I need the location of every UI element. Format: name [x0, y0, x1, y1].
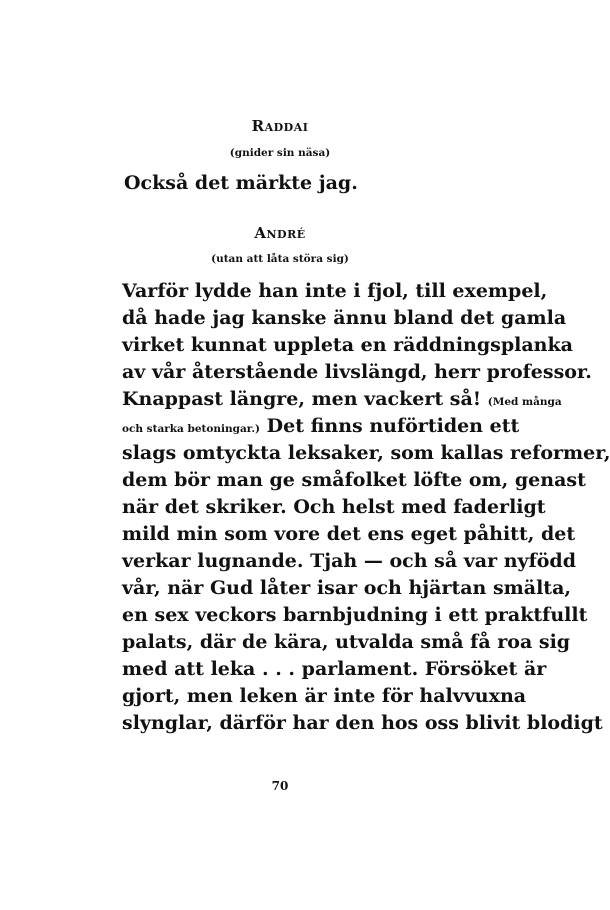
stage-direction-andre: (utan att låta störa sig) — [211, 253, 349, 265]
body-line-6 — [122, 413, 520, 442]
body-line-8: dem bör man ge småfolket löfte om, genast — [122, 469, 586, 491]
body-line-17: slynglar, därför har den hos oss blivit blodigt — [122, 712, 603, 734]
body-line-5-text: Knappast längre, men vackert så! — [122, 388, 482, 410]
body-line-5 — [122, 386, 562, 415]
body-line-15: med att leka . . . parlament. Försöket är — [122, 658, 547, 680]
stage-direction-raddai: (gnider sin näsa) — [229, 147, 331, 159]
body-line-6-text: Det finns nuförtiden ett — [266, 415, 520, 437]
body-line-12: vår, när Gud låter isar och hjärtan smälta, — [122, 577, 571, 599]
speaker-name-andre: André — [254, 224, 306, 242]
body-line-10: mild min som vore det ens eget påhitt, det — [122, 523, 576, 545]
body-line-11: verkar lugnande. Tjah — och så var nyfödd — [122, 550, 577, 572]
inline-stage-direction-end: och starka betoningar.) — [122, 423, 260, 435]
body-line-3: virket kunnat uppleta en räddningsplanka — [122, 334, 573, 356]
body-line-1: Varför lydde han inte i fjol, till exempel, — [122, 280, 548, 302]
body-line-14: palats, där de kära, utvalda små få roa sig — [122, 631, 571, 653]
dialogue-line-raddai: Också det märkte jag. — [124, 172, 358, 194]
body-line-13: en sex veckors barnbjudning i ett praktfullt — [122, 604, 588, 626]
speaker-name-raddai: Raddai — [251, 117, 309, 135]
body-line-2: då hade jag kanske ännu bland det gamla — [122, 307, 567, 329]
inline-stage-direction-start: (Med många — [487, 396, 562, 408]
body-line-9: när det skriker. Och helst med faderligt — [122, 496, 546, 518]
body-line-16: gjort, men leken är inte för halvvuxna — [122, 685, 527, 707]
body-line-7: slags omtyckta leksaker, som kallas reformer, — [122, 442, 610, 464]
body-line-4: av vår återstående livslängd, herr professor. — [122, 361, 592, 383]
page-number: 70 — [271, 779, 289, 793]
